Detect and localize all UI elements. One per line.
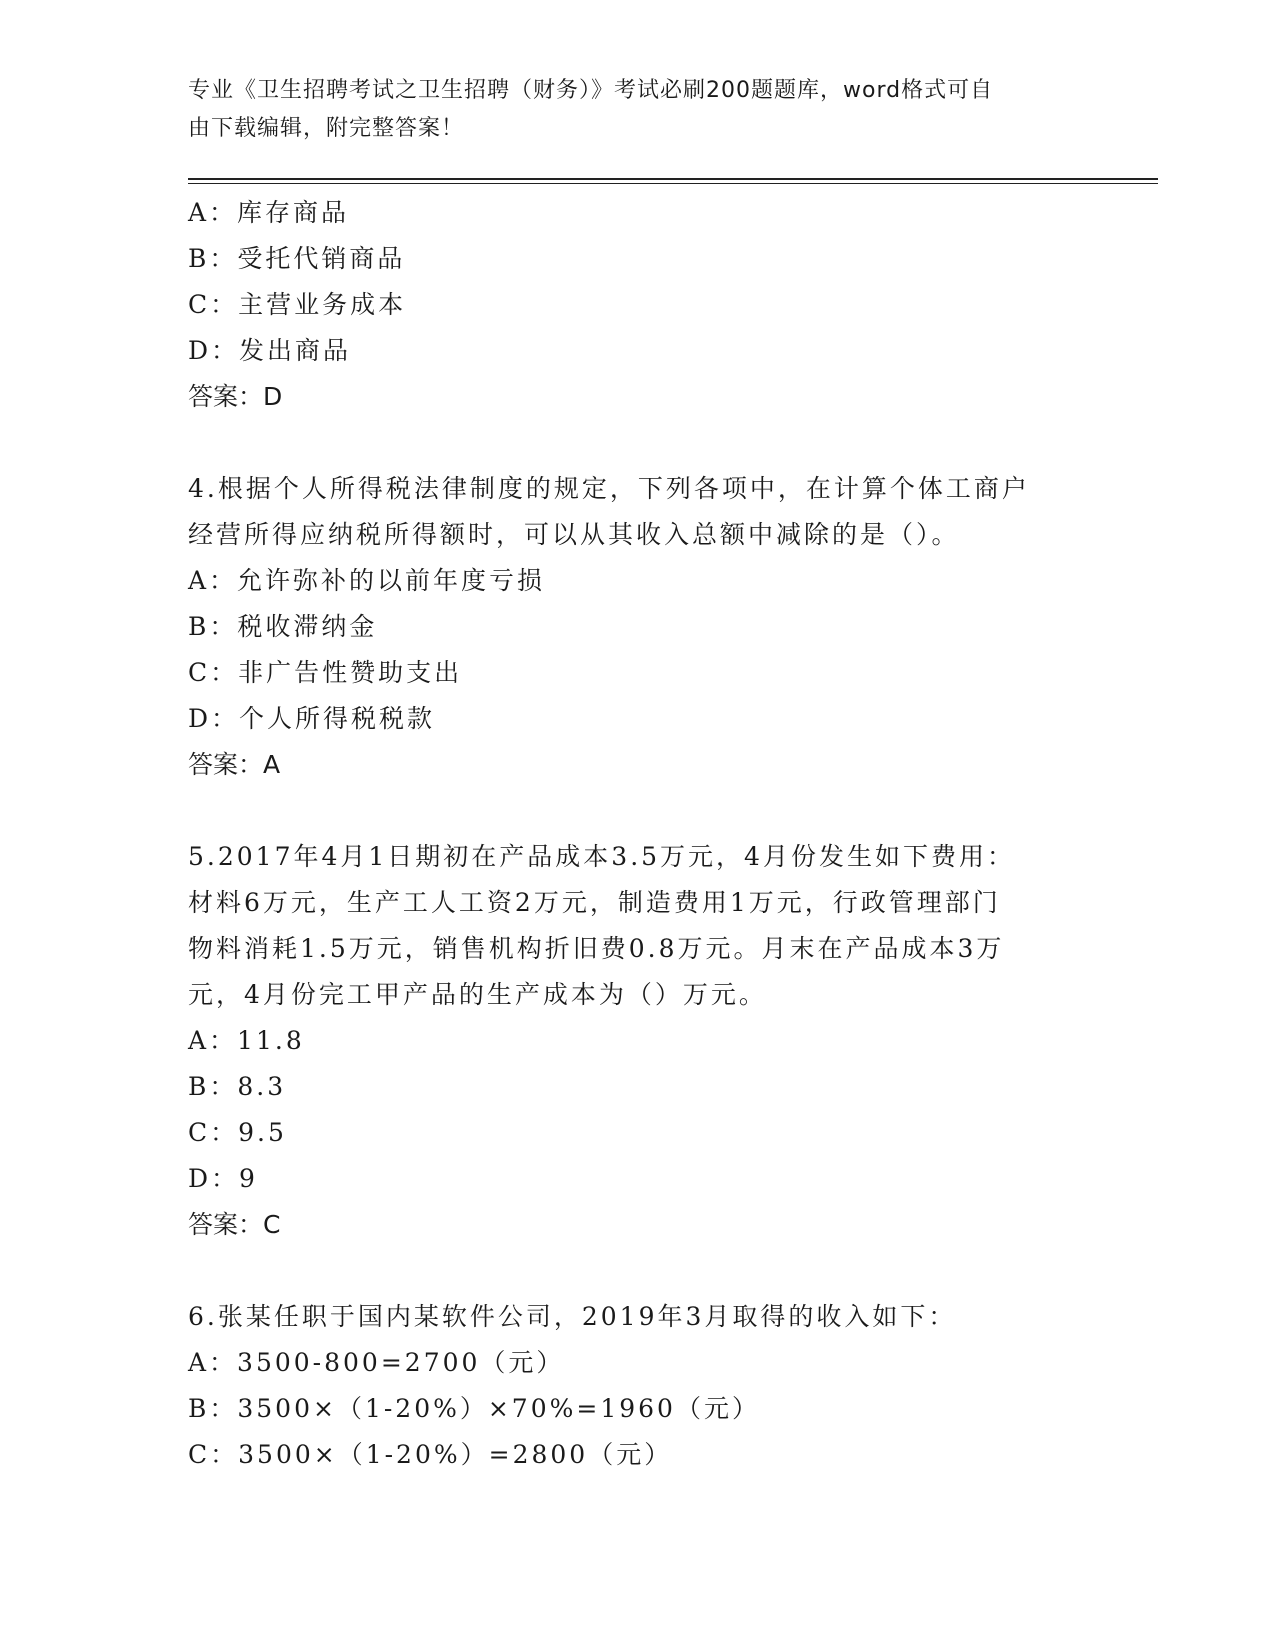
question-stem-line: 物料消耗1.5万元，销售机构折旧费0.8万元。月末在产品成本3万 [188,934,1005,963]
document-header [188,72,1068,148]
option-c: C：主营业务成本 [188,290,407,319]
header-divider [188,178,1158,180]
option-a: A：库存商品 [188,198,350,227]
question-stem-line: 6.张某任职于国内某软件公司，2019年3月取得的收入如下： [188,1302,957,1331]
option-d: D：发出商品 [188,336,352,365]
answer-line: 答案：A [188,750,281,779]
spacer [188,1248,1068,1294]
option-a: A：允许弥补的以前年度亏损 [188,566,546,595]
option-b: B：8.3 [188,1072,287,1101]
question-stem-line: 5.2017年4月1日期初在产品成本3.5万元，4月份发生如下费用： [188,842,1015,871]
option-c: C：3500×（1-20%）=2800（元） [188,1440,673,1469]
option-a: A：11.8 [188,1026,305,1055]
question-3-remainder [188,190,1068,420]
option-b: B：税收滞纳金 [188,612,378,641]
question-content [188,190,1068,1478]
header-line: 专业《卫生招聘考试之卫生招聘（财务）》考试必刷200题题库，word格式可自 [188,78,994,103]
header-line: 由下载编辑，附完整答案！ [188,116,465,141]
answer-line: 答案：C [188,1210,281,1239]
option-b: B：受托代销商品 [188,244,406,273]
question-stem-line: 元，4月份完工甲产品的生产成本为（）万元。 [188,980,767,1009]
spacer [188,420,1068,466]
answer-line: 答案：D [188,382,283,411]
header-divider-thin [188,183,1158,184]
option-b: B：3500×（1-20%）×70%=1960（元） [188,1394,760,1423]
question-6 [188,1294,1068,1478]
question-stem-line: 4.根据个人所得税法律制度的规定，下列各项中，在计算个体工商户 [188,474,1030,503]
option-c: C：9.5 [188,1118,287,1147]
question-stem-line: 经营所得应纳税所得额时，可以从其收入总额中减除的是（）。 [188,520,960,549]
option-d: D：9 [188,1164,258,1193]
option-d: D：个人所得税税款 [188,704,436,733]
spacer [188,788,1068,834]
question-4 [188,466,1068,788]
option-a: A：3500-800=2700（元） [188,1348,565,1377]
option-c: C：非广告性赞助支出 [188,658,463,687]
question-5 [188,834,1068,1248]
question-stem-line: 材料6万元，生产工人工资2万元，制造费用1万元，行政管理部门 [188,888,1001,917]
